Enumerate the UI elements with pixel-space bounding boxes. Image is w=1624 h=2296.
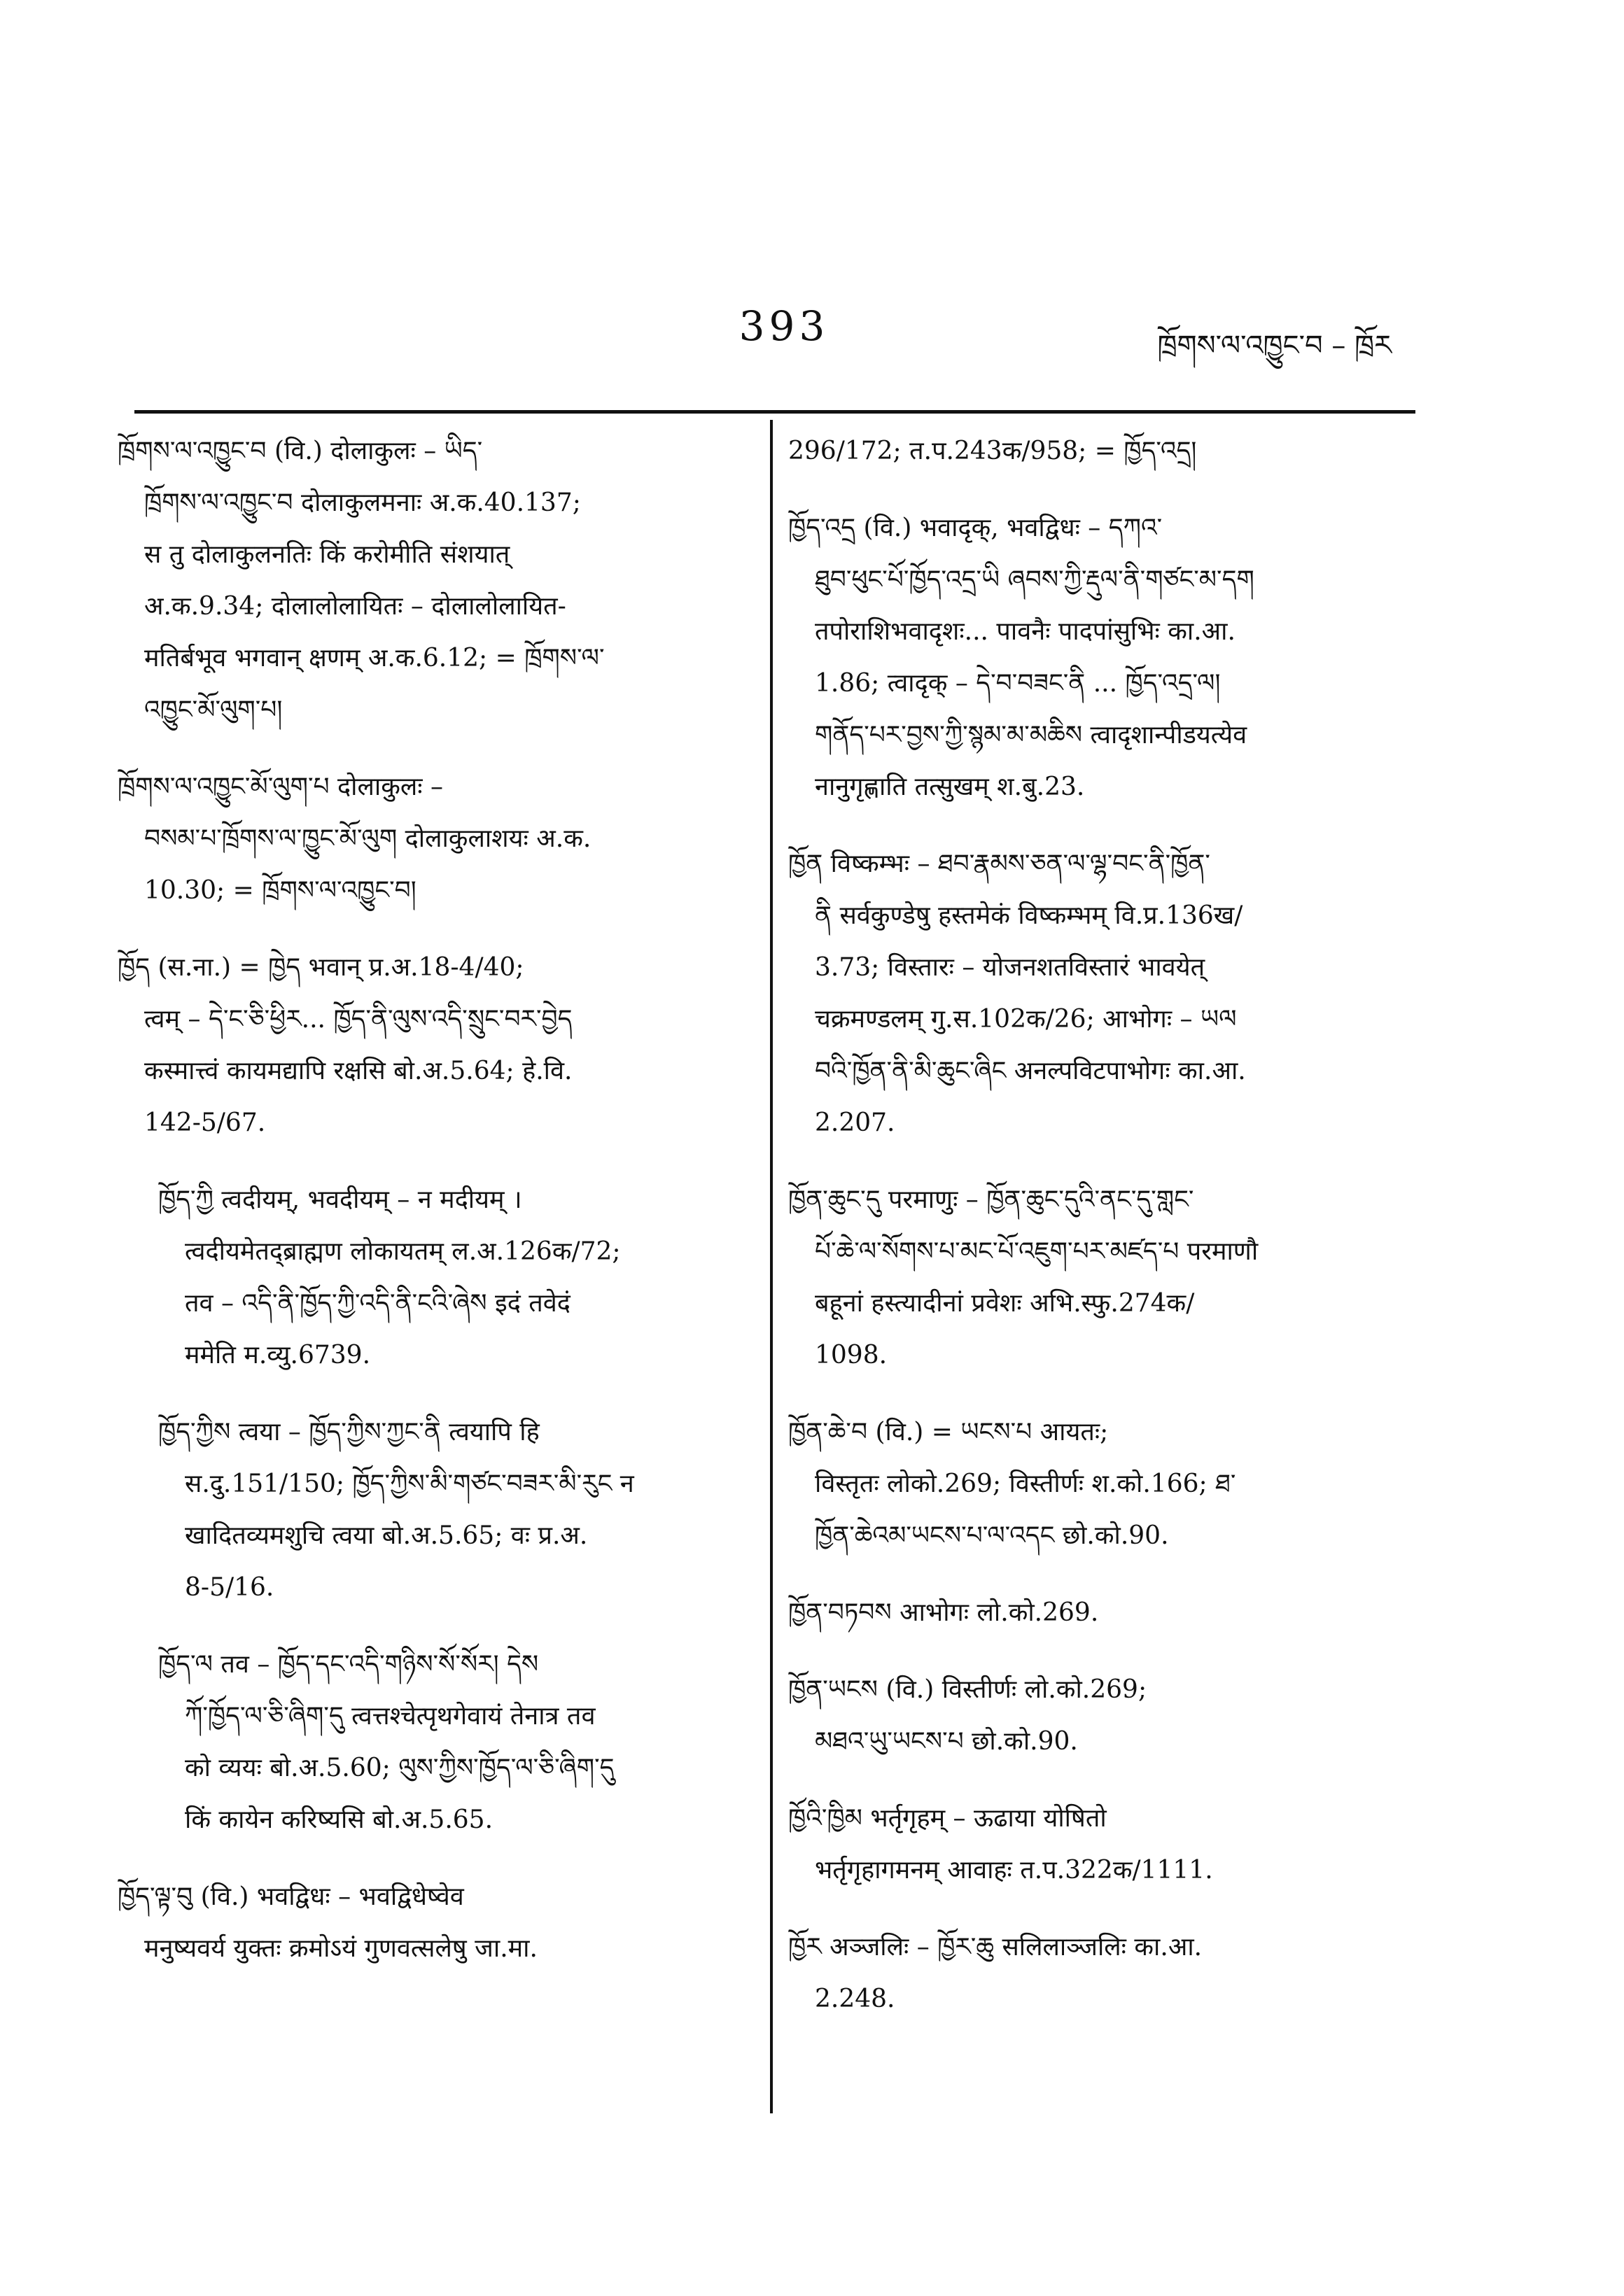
entry-line: ཁྱོན་ཆེའམ་ཡངས་པ་ལ་འདང छो.को.90. — [815, 1521, 1169, 1550]
entry-line: 2.207. — [815, 1108, 895, 1137]
dictionary-entry — [788, 1174, 1418, 1381]
entry-line: 10.30; = ཁྲོགས་ལ་འཁྱུང་བ། — [144, 876, 416, 905]
entry-line: འཁྱུང་མོ་ལུག་པ། — [144, 696, 283, 724]
dictionary-entry — [158, 1174, 748, 1381]
entry-line: གནོད་པར་བྱས་ཀྱི་སྙམ་མ་མཆིས त्वादृशान्पीडयत्येव — [815, 721, 1247, 749]
dictionary-entry — [118, 425, 748, 736]
entry-line: 3.73; विस्तारः – योजनशतविस्तारं भावयेत् — [815, 953, 1205, 982]
entry-line: ནི सर्वकुण्डेषु हस्तमेकं विष्कम्भम् वि.प्र.136ख/ — [815, 901, 1243, 930]
entry-line: ཁྲོགས་ལ་འཁྱུང་བ दोलाकुलमनाः अ.क.40.137; — [144, 488, 581, 517]
entry-headline: ཁྱོན་ཡངས (वि.) विस्तीर्णः लो.को.269; — [788, 1675, 1147, 1704]
entry-line: 142-5/67. — [144, 1108, 266, 1137]
dictionary-entry — [788, 502, 1418, 813]
running-head: ཁྲོགས་ལ་འཁྱུང་བ – ཁྲོར — [1157, 330, 1392, 362]
entry-headline: ཁྱོད (स.ना.) = ཁྱེད भवान् प्र.अ.18-4/40; — [118, 953, 524, 982]
dictionary-entry — [118, 761, 748, 917]
entry-headline: ཁྱོན་ཆེ་བ (वि.) = ཡངས་པ आयतः; — [788, 1418, 1109, 1446]
entry-line: मनुष्यवर्य युक्तः क्रमोऽयं गुणवत्सलेषु जा.मा. — [144, 1934, 538, 1963]
dictionary-entry — [788, 1664, 1418, 1768]
dictionary-entry — [788, 425, 1418, 477]
entry-line: བའི་ཁྱོན་ནི་མི་ཆུང་ཞིང अनल्पविटपाभोगः का.आ. — [815, 1057, 1246, 1085]
column-rule — [770, 420, 773, 2113]
entry-headline: ཁྱོད་ཀྱིས त्वया – ཁྱོད་ཀྱིས་ཀྱང་ནི त्वयापि हि — [158, 1418, 540, 1446]
header-rule — [134, 410, 1415, 414]
dictionary-entry — [118, 942, 748, 1149]
page-number: 393 — [738, 302, 830, 350]
entry-line: ཀོ་ཁྱོད་ལ་ཅི་ཞིག་དུ त्वत्तश्चेत्पृथगेवायं तेनात्र तव — [185, 1702, 596, 1731]
entry-line: 1.86; त्वादृक् – དེ་བ་བཟང་ནི ... ཁྱོད་འདྲ་ལ། — [815, 669, 1221, 698]
dictionary-entry — [788, 1922, 1418, 2025]
entry-headline: ཁྱོའི་ཁྱིམ भर्तृगृहम् – ऊढाया योषितो — [788, 1804, 1107, 1833]
entry-line: ममेति म.व्यु.6739. — [185, 1341, 371, 1369]
entry-line: 1098. — [815, 1341, 888, 1369]
entry-line: मतिर्बभूव भगवान् क्षणम् अ.क.6.12; = ཁྲོགས་ལ་ — [144, 644, 605, 672]
dictionary-entry — [158, 1639, 748, 1846]
entry-line: बहूनां हस्त्यादीनां प्रवेशः अभि.स्फु.274क/ — [815, 1289, 1195, 1318]
entry-headline: ཁྱོན विष्कम्भः – ཐབ་རྣམས་ཅན་ལ་ལྷ་བང་ནི་ཁྱོན་ — [788, 850, 1210, 878]
dictionary-entry — [118, 1871, 748, 1975]
entry-line: त्वम् – དེ་ང་ཅི་ཕྱིར... ཁྱོད་ནི་ལུས་འདི་སྲུང་བར་བྱེད — [144, 1005, 573, 1034]
entry-headline: 296/172; त.प.243क/958; = ཁྱོད་འདྲ། — [788, 437, 1197, 465]
entry-line: चक्रमण्डलम् गु.स.102क/26; आभोगः – ཡལ — [815, 1005, 1237, 1034]
entry-line: भर्तृगृहागमनम् आवाहः त.प.322क/1111. — [815, 1856, 1213, 1885]
dictionary-entry — [788, 1793, 1418, 1896]
entry-headline: ཁྲོགས་ལ་འཁྱུང་བ (वि.) दोलाकुलः – ཡིད་ — [118, 437, 483, 465]
entry-line: 8-5/16. — [185, 1573, 274, 1602]
entry-line: པོ་ཆེ་ལ་སོགས་པ་མང་པོ་འཇུག་པར་མཛད་པ परमाणौ — [815, 1237, 1259, 1266]
entry-line: ཐུབ་ཕུང་པོ་ཁྱོད་འདྲ་ཡི ཞབས་ཀྱི་རྡུལ་ནི་གཙང་མ་དག — [815, 565, 1254, 594]
entry-line: कस्मात्त्वं कायमद्यापि रक्षसि बो.अ.5.64; हे.वि. — [144, 1057, 573, 1085]
entry-headline: ཁྱོད་ལ तव – ཁྱོད་དང་འདི་གཉིས་སོ་སོར། དེས — [158, 1650, 539, 1679]
entry-headline: ཁྱོད་ཀྱི त्वदीयम्, भवदीयम् – न मदीयम् । — [158, 1185, 522, 1214]
dictionary-entry — [158, 1407, 748, 1614]
entry-line: བསམ་པ་ཁྲོགས་ལ་ཁྱུང་མོ་ལུག दोलाकुलाशयः अ.क. — [144, 824, 592, 853]
entry-line: खादितव्यमशुचि त्वया बो.अ.5.65; वः प्र.अ. — [185, 1521, 588, 1550]
entry-line: स.दु.151/150; ཁྱོད་ཀྱིས་མི་གཙང་བཟར་མི་རུང न — [185, 1470, 634, 1498]
right-column — [788, 425, 1418, 2050]
entry-line: किं कायेन करिष्यसि बो.अ.5.65. — [185, 1805, 493, 1834]
dictionary-entry — [788, 1587, 1418, 1639]
entry-line: नानुगृह्णाति तत्सुखम् श.बु.23. — [815, 773, 1085, 801]
entry-headline: ཁྱོད་འདྲ (वि.) भवादृक्, भवद्विधः – དཀའ་ — [788, 514, 1163, 542]
entry-line: विस्तृतः लोको.269; विस्तीर्णः श.को.166; ཐ་ — [815, 1470, 1236, 1498]
dictionary-entry — [788, 838, 1418, 1149]
entry-headline: ཁྱོན་བཏབས आभोगः लो.को.269. — [788, 1598, 1099, 1627]
dictionary-entry — [788, 1407, 1418, 1562]
entry-headline: ཁྱོར अञ्जलिः – ཁྱོར་ཆུ सलिलाञ्जलिः का.आ. — [788, 1933, 1203, 1962]
entry-line: 2.248. — [815, 1985, 895, 2013]
entry-line: तपोराशिभवादृशः... पावनैः पादपांसुभिः का.आ. — [815, 617, 1236, 646]
entry-line: त्वदीयमेतद्ब्राह्मण लोकायतम् ल.अ.126क/72; — [185, 1237, 621, 1266]
entry-headline: ཁྲོགས་ལ་འཁྱུང་མོ་ལུག་པ दोलाकुलः – — [118, 773, 443, 801]
entry-line: को व्ययः बो.अ.5.60; ལུས་ཀྱིས་ཁྱོད་ལ་ཅི་ཞིག་དུ — [185, 1754, 615, 1782]
entry-line: अ.क.9.34; दोलालोलायितः – दोलालोलायित- — [144, 592, 566, 621]
entry-headline: ཁྱོན་ཆུང་དུ परमाणुः – ཁྱོན་ཆུང་དུའི་ནང་དུ་གླང་ — [788, 1185, 1194, 1214]
entry-line: स तु दोलाकुलनतिः किं करोमीति संशयात् — [144, 540, 510, 569]
entry-headline: ཁྱོད་ལྟ་བུ (वि.) भवद्विधः – भवद्विधेष्वेव — [118, 1882, 464, 1911]
entry-line: तव – འདི་ནི་ཁྱོད་ཀྱི་འདི་ནི་ངའི་ཞེས इदं तवेदं — [185, 1289, 570, 1318]
left-column — [118, 425, 748, 2000]
entry-line: མཐའ་ཡུ་ཡངས་པ छो.को.90. — [815, 1727, 1078, 1756]
